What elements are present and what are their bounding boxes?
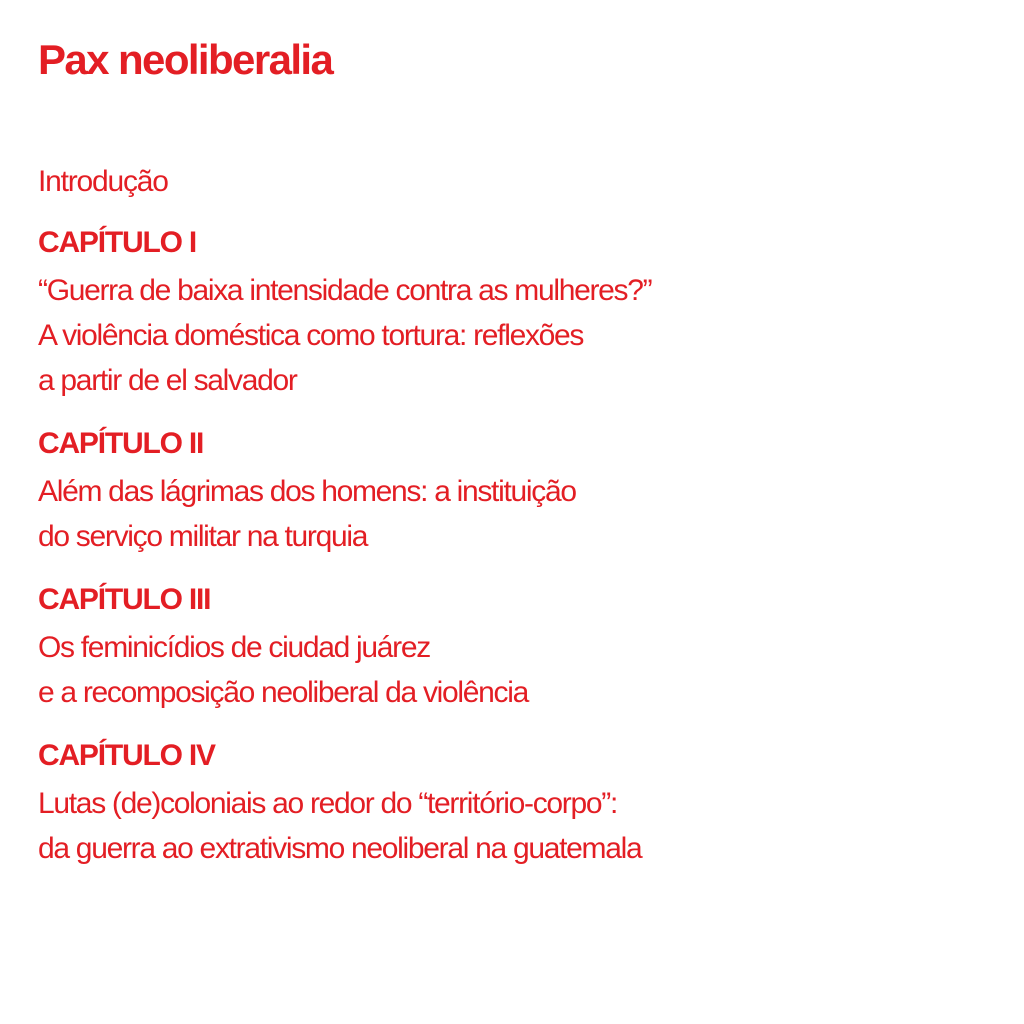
toc-item-introduction: Introdução bbox=[38, 165, 168, 198]
chapter-4 bbox=[38, 737, 998, 871]
chapter-label: CAPÍTULO III bbox=[38, 583, 211, 616]
chapter-title-line: A violência doméstica como tortura: reflexões bbox=[38, 319, 584, 352]
chapter-title-line: Os feminicídios de ciudad juárez bbox=[38, 631, 430, 664]
chapter-label: CAPÍTULO IV bbox=[38, 739, 215, 772]
chapter-title-line: e a recomposição neoliberal da violência bbox=[38, 676, 528, 709]
chapter-title-line: Além das lágrimas dos homens: a instituição bbox=[38, 475, 576, 508]
chapter-title-line: a partir de el salvador bbox=[38, 364, 297, 397]
chapter-title bbox=[38, 469, 998, 559]
chapter-title-line: Lutas (de)coloniais ao redor do “território-corpo”: bbox=[38, 787, 617, 820]
chapter-1 bbox=[38, 224, 998, 403]
chapter-label: CAPÍTULO II bbox=[38, 427, 204, 460]
page-title: Pax neoliberalia bbox=[38, 36, 333, 83]
chapter-label: CAPÍTULO I bbox=[38, 226, 196, 259]
chapter-2 bbox=[38, 425, 998, 559]
table-of-contents bbox=[38, 30, 998, 871]
chapter-title bbox=[38, 625, 998, 715]
chapter-title-line: da guerra ao extrativismo neoliberal na guatemala bbox=[38, 832, 642, 865]
chapter-title-line: “Guerra de baixa intensidade contra as mulheres?” bbox=[38, 274, 652, 307]
chapter-3 bbox=[38, 581, 998, 715]
chapter-title bbox=[38, 781, 998, 871]
chapter-title bbox=[38, 268, 998, 403]
chapter-title-line: do serviço militar na turquia bbox=[38, 520, 368, 553]
